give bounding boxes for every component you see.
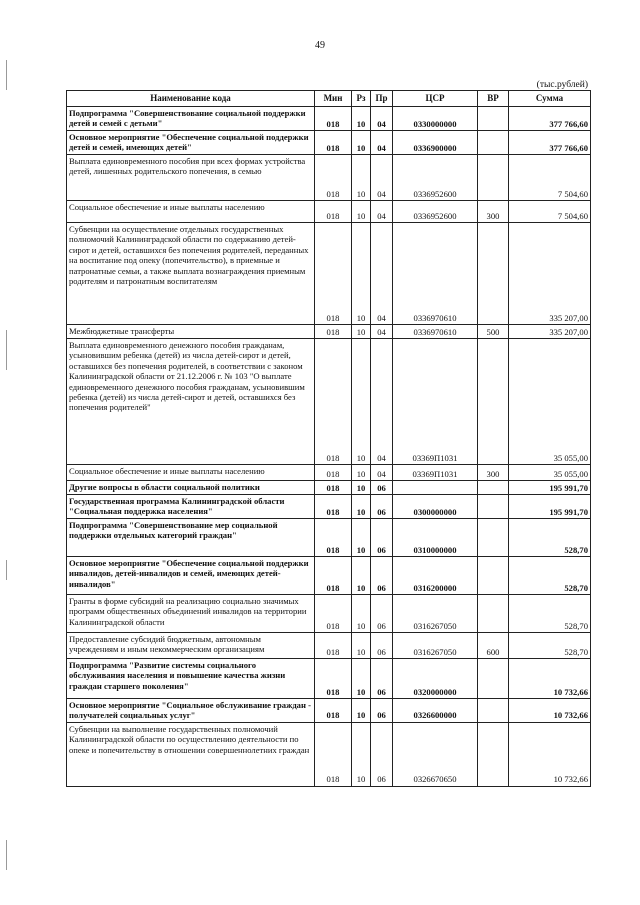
cell-csr: 0336970610 [393, 325, 478, 339]
cell-rz: 10 [352, 722, 371, 786]
table-row [67, 722, 591, 786]
cell-name: Другие вопросы в области социальной политики [67, 481, 315, 495]
cell-name: Выплата единовременного пособия при всех формах устройства детей, лишенных родительского попечения, в семью [67, 155, 315, 201]
units-label: (тыс.рублей) [536, 80, 588, 90]
cell-rz: 10 [352, 595, 371, 633]
cell-pr: 04 [371, 201, 393, 223]
cell-csr [393, 481, 478, 495]
cell-vr: 500 [478, 325, 509, 339]
header-name: Наименование кода [67, 91, 315, 107]
cell-pr: 06 [371, 633, 393, 659]
cell-pr: 06 [371, 595, 393, 633]
cell-csr: 0336900000 [393, 131, 478, 155]
cell-vr [478, 519, 509, 557]
cell-rz: 10 [352, 633, 371, 659]
scan-edge-marks [6, 0, 8, 905]
cell-pr: 04 [371, 107, 393, 131]
cell-name: Подпрограмма "Развитие системы социального обслуживания населения и повышение качества жизни граждан старшего поколения" [67, 659, 315, 699]
cell-name: Субвенции на осуществление отдельных государственных полномочий Калининградской области по содержанию детей-сирот и детей, оставшихся без попечения родителей, переданных на воспитание под опеку (попечительство), в приемные и патронатные семьи, а также выплата вознаграждения приемным родителям и патронатным воспитателям [67, 223, 315, 325]
cell-min: 018 [315, 722, 352, 786]
cell-sum: 10 732,66 [509, 659, 591, 699]
cell-csr: 0326670650 [393, 722, 478, 786]
header-rz: Рз [352, 91, 371, 107]
cell-sum: 7 504,60 [509, 201, 591, 223]
header-pr: Пр [371, 91, 393, 107]
cell-sum: 335 207,00 [509, 223, 591, 325]
cell-rz: 10 [352, 465, 371, 481]
cell-rz: 10 [352, 495, 371, 519]
cell-csr: 0316267050 [393, 595, 478, 633]
table-row [67, 519, 591, 557]
cell-name: Межбюджетные трансферты [67, 325, 315, 339]
cell-pr: 04 [371, 339, 393, 465]
cell-name: Социальное обеспечение и иные выплаты населению [67, 465, 315, 481]
cell-pr: 06 [371, 557, 393, 595]
cell-min: 018 [315, 481, 352, 495]
cell-sum: 528,70 [509, 519, 591, 557]
budget-table [66, 90, 591, 787]
cell-min: 018 [315, 699, 352, 723]
table-row [67, 223, 591, 325]
cell-min: 018 [315, 495, 352, 519]
cell-name: Субвенции на выполнение государственных полномочий Калининградской области по осуществлению деятельности по опеке и попечительству в отношении совершеннолетних граждан [67, 722, 315, 786]
cell-csr: 03369П1031 [393, 339, 478, 465]
cell-vr [478, 659, 509, 699]
table-row [67, 481, 591, 495]
cell-vr [478, 722, 509, 786]
cell-min: 018 [315, 325, 352, 339]
table-row [67, 131, 591, 155]
cell-min: 018 [315, 659, 352, 699]
cell-name: Основное мероприятие "Обеспечение социальной поддержки инвалидов, детей-инвалидов и семей, имеющих детей-инвалидов" [67, 557, 315, 595]
cell-csr: 0310000000 [393, 519, 478, 557]
table-row [67, 155, 591, 201]
cell-rz: 10 [352, 131, 371, 155]
cell-sum: 377 766,60 [509, 107, 591, 131]
cell-csr: 0336952600 [393, 155, 478, 201]
header-vr: ВР [478, 91, 509, 107]
cell-vr [478, 595, 509, 633]
cell-sum: 7 504,60 [509, 155, 591, 201]
cell-rz: 10 [352, 481, 371, 495]
cell-csr: 0336952600 [393, 201, 478, 223]
table-row [67, 201, 591, 223]
cell-sum: 528,70 [509, 557, 591, 595]
cell-vr [478, 223, 509, 325]
cell-min: 018 [315, 557, 352, 595]
cell-name: Основное мероприятие "Социальное обслуживание граждан - получателей социальных услуг" [67, 699, 315, 723]
cell-vr [478, 131, 509, 155]
cell-name: Предоставление субсидий бюджетным, автономным учреждениям и иным некоммерческим организациям [67, 633, 315, 659]
cell-vr [478, 107, 509, 131]
cell-pr: 04 [371, 325, 393, 339]
cell-vr [478, 155, 509, 201]
cell-min: 018 [315, 519, 352, 557]
cell-rz: 10 [352, 107, 371, 131]
cell-min: 018 [315, 339, 352, 465]
cell-min: 018 [315, 595, 352, 633]
cell-sum: 35 055,00 [509, 339, 591, 465]
cell-sum: 335 207,00 [509, 325, 591, 339]
table-row [67, 465, 591, 481]
cell-csr: 0330000000 [393, 107, 478, 131]
table-row [67, 659, 591, 699]
cell-rz: 10 [352, 557, 371, 595]
cell-sum: 10 732,66 [509, 722, 591, 786]
cell-sum: 195 991,70 [509, 495, 591, 519]
cell-pr: 06 [371, 722, 393, 786]
table-row [67, 107, 591, 131]
cell-rz: 10 [352, 659, 371, 699]
cell-vr [478, 339, 509, 465]
cell-csr: 0300000000 [393, 495, 478, 519]
cell-name: Социальное обеспечение и иные выплаты населению [67, 201, 315, 223]
cell-min: 018 [315, 107, 352, 131]
cell-pr: 04 [371, 465, 393, 481]
table-row [67, 495, 591, 519]
cell-name: Подпрограмма "Совершенствование мер социальной поддержки отдельных категорий граждан" [67, 519, 315, 557]
table-row [67, 325, 591, 339]
cell-rz: 10 [352, 201, 371, 223]
cell-pr: 06 [371, 519, 393, 557]
cell-min: 018 [315, 223, 352, 325]
cell-sum: 195 991,70 [509, 481, 591, 495]
cell-csr: 0326600000 [393, 699, 478, 723]
cell-csr: 0320000000 [393, 659, 478, 699]
table-header-row [67, 91, 591, 107]
cell-rz: 10 [352, 155, 371, 201]
cell-vr [478, 495, 509, 519]
cell-name: Подпрограмма "Совершенствование социальной поддержки детей и семей с детьми" [67, 107, 315, 131]
table-row [67, 633, 591, 659]
cell-rz: 10 [352, 339, 371, 465]
cell-vr: 300 [478, 201, 509, 223]
cell-csr: 0336970610 [393, 223, 478, 325]
cell-name: Государственная программа Калининградской области "Социальная поддержка населения" [67, 495, 315, 519]
cell-csr: 0316267050 [393, 633, 478, 659]
cell-pr: 04 [371, 131, 393, 155]
cell-min: 018 [315, 465, 352, 481]
cell-sum: 377 766,60 [509, 131, 591, 155]
cell-csr: 0316200000 [393, 557, 478, 595]
cell-vr [478, 557, 509, 595]
table-body [67, 107, 591, 787]
page-number: 49 [315, 40, 325, 51]
cell-pr: 04 [371, 223, 393, 325]
cell-sum: 528,70 [509, 595, 591, 633]
cell-pr: 06 [371, 699, 393, 723]
cell-sum: 10 732,66 [509, 699, 591, 723]
cell-rz: 10 [352, 699, 371, 723]
table-row [67, 339, 591, 465]
cell-rz: 10 [352, 223, 371, 325]
cell-pr: 06 [371, 495, 393, 519]
cell-csr: 03369П1031 [393, 465, 478, 481]
header-csr: ЦСР [393, 91, 478, 107]
header-min: Мин [315, 91, 352, 107]
table-row [67, 595, 591, 633]
cell-min: 018 [315, 633, 352, 659]
cell-name: Гранты в форме субсидий на реализацию социально значимых программ общественных объединений инвалидов на территории Калининградской области [67, 595, 315, 633]
table-row [67, 557, 591, 595]
cell-vr [478, 699, 509, 723]
cell-pr: 06 [371, 481, 393, 495]
cell-vr [478, 481, 509, 495]
cell-rz: 10 [352, 325, 371, 339]
cell-min: 018 [315, 201, 352, 223]
cell-vr: 300 [478, 465, 509, 481]
cell-rz: 10 [352, 519, 371, 557]
cell-name: Основное мероприятие "Обеспечение социальной поддержки детей и семей, имеющих детей" [67, 131, 315, 155]
table-row [67, 699, 591, 723]
cell-min: 018 [315, 155, 352, 201]
cell-pr: 06 [371, 659, 393, 699]
cell-pr: 04 [371, 155, 393, 201]
cell-name: Выплата единовременного денежного пособия гражданам, усыновившим ребенка (детей) из числа детей-сирот и детей, оставшихся без попечения родителей, в соответствии с законом Калининградской области от 21.12.2006 г. № 103 "О выплате единовременного денежного пособия гражданам, усыновившим ребенка (детей) из числа детей-сирот и детей, оставшихся без попечения родителей" [67, 339, 315, 465]
cell-vr: 600 [478, 633, 509, 659]
header-sum: Сумма [509, 91, 591, 107]
cell-min: 018 [315, 131, 352, 155]
cell-sum: 35 055,00 [509, 465, 591, 481]
cell-sum: 528,70 [509, 633, 591, 659]
